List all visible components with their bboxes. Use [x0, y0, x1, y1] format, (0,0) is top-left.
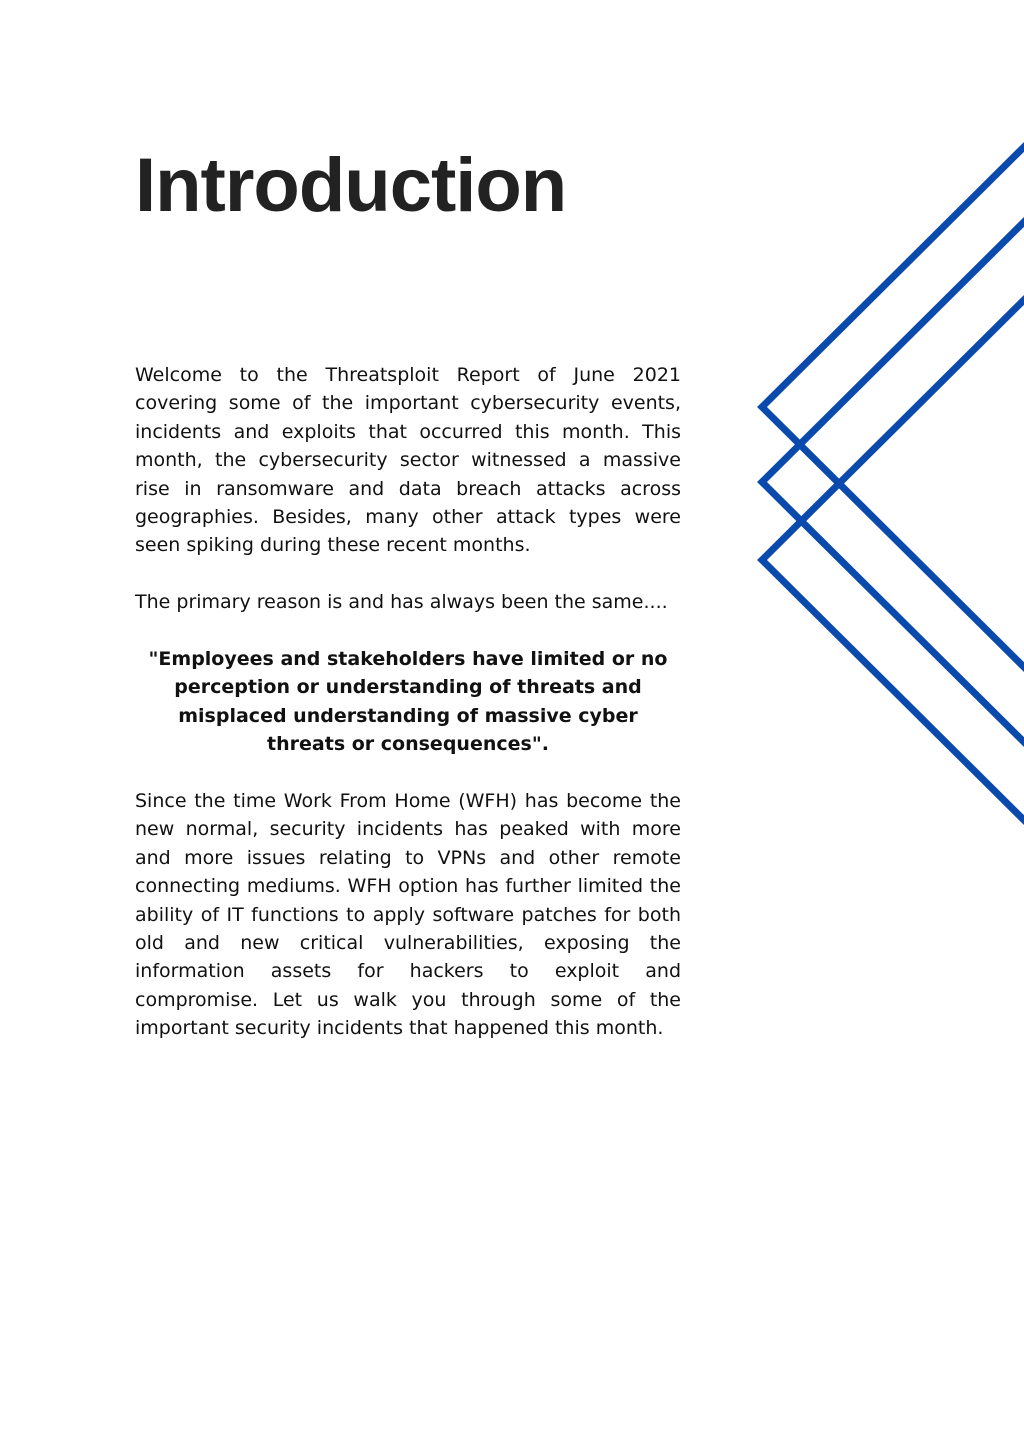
page-title: Introduction	[135, 143, 567, 228]
intro-body	[135, 361, 681, 1071]
quote-paragraph: "Employees and stakeholders have limited or no perception or understanding of threats and misplaced understanding of massive cyber threats or consequences".	[148, 648, 668, 756]
intro-paragraph: Welcome to the Threatsploit Report of June 2021 covering some of the important cybersecurity events, incidents and exploits that occurred this month. This month, the cybersecurity sector witnessed a massive rise in ransomware and data breach attacks across geographies. Besides, many other attack types were seen spiking during these recent months.	[135, 364, 681, 557]
wfh-paragraph: Since the time Work From Home (WFH) has become the new normal, security incidents has peaked with more and more issues relating to VPNs and other remote connecting mediums. WFH option has further limited the ability of IT functions to apply software patches for both old and new critical vulnerabilities, exposing the information assets for hackers to exploit and compromise. Let us walk you through some of the important security incidents that happened this month.	[135, 790, 681, 1040]
chevron-line-2	[762, 210, 1024, 754]
reason-paragraph: The primary reason is and has always been the same....	[135, 591, 668, 614]
chevron-lines-icon	[740, 130, 1024, 840]
